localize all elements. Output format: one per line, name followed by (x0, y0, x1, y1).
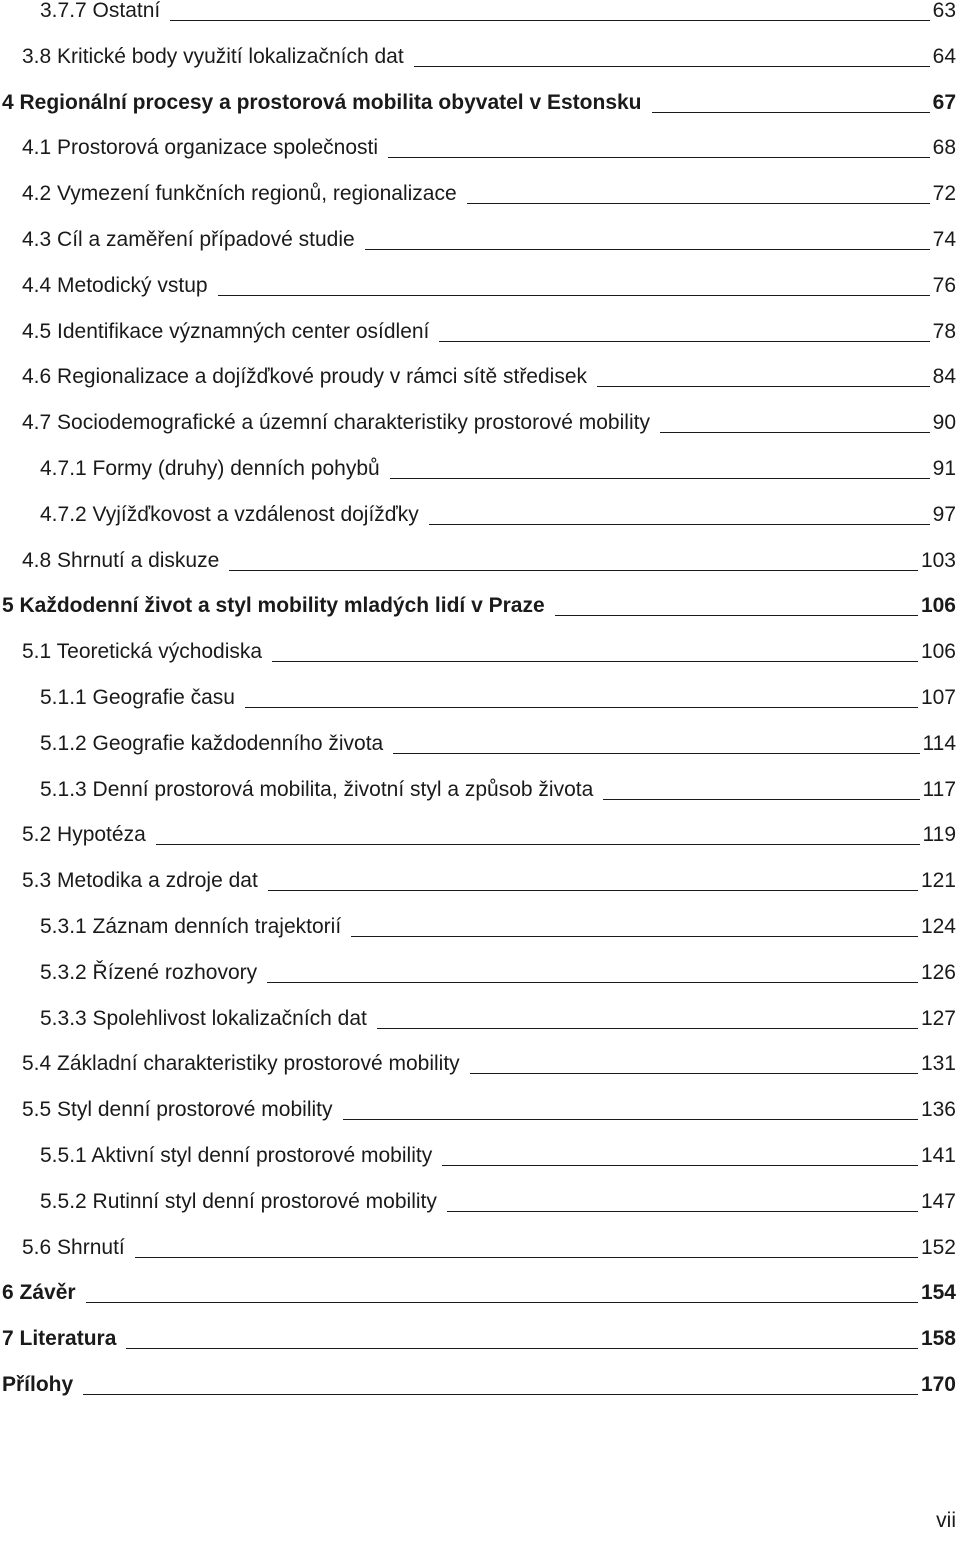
toc-entry-page: 119 (922, 823, 956, 847)
toc-entry-page: 63 (932, 0, 956, 22)
toc-entry-title: 5.3.3 Spolehlivost lokalizačních dat (40, 1006, 367, 1030)
toc-leader-line (429, 523, 930, 525)
toc-leader-line (170, 19, 929, 21)
toc-entry-title: 4.7.2 Vyjížďkovost a vzdálenost dojížďky (40, 502, 419, 526)
toc-entry-page: 78 (932, 319, 956, 343)
toc-entry-page: 126 (920, 960, 956, 984)
toc-entry-title: 5.6 Shrnutí (22, 1235, 125, 1259)
toc-entry-page: 152 (920, 1235, 956, 1259)
toc-leader-line (267, 981, 918, 983)
toc-entry-page: 103 (920, 548, 956, 572)
toc-entry-page: 107 (920, 686, 956, 709)
toc-entry-page: 64 (932, 44, 956, 68)
toc-leader-line (377, 1027, 918, 1029)
toc-entry-title: 5.2 Hypotéza (22, 823, 146, 847)
toc-leader-line (439, 340, 929, 342)
toc-entry-title: 4.7.1 Formy (druhy) denních pohybů (40, 457, 380, 480)
toc-entry-title: 5.1.3 Denní prostorová mobilita, životní styl a způsob života (40, 777, 594, 801)
toc-entry[interactable] (0, 814, 956, 848)
toc-entry[interactable] (0, 1181, 956, 1215)
toc-entry-page: 67 (932, 90, 956, 114)
toc-entry-page: 136 (920, 1098, 956, 1122)
toc-entry-title: 5.1.1 Geografie času (40, 686, 235, 709)
toc-leader-line (365, 248, 930, 250)
toc-leader-line (447, 1210, 918, 1212)
toc-entry-page: 76 (932, 273, 956, 297)
toc-entry-title: 5.3.2 Řízené rozhovory (40, 960, 258, 984)
toc-entry[interactable] (0, 219, 956, 253)
toc-entry[interactable] (0, 173, 956, 207)
toc-leader-line (393, 752, 919, 754)
toc-entry[interactable] (0, 631, 956, 665)
toc-entry-title: 5 Každodenní život a styl mobility mladých lidí v Praze (2, 594, 545, 618)
toc-entry[interactable] (0, 769, 956, 803)
toc-entry-title: 5.3 Metodika a zdroje dat (22, 869, 258, 893)
toc-entry[interactable] (0, 585, 956, 619)
toc-leader-line (467, 202, 930, 204)
toc-leader-line (268, 889, 918, 891)
toc-leader-line (86, 1301, 918, 1303)
toc-entry-title: 4.7 Sociodemografické a územní charakteristiky prostorové mobility (22, 411, 650, 435)
toc-leader-line (603, 798, 919, 800)
toc-entry[interactable] (0, 311, 956, 345)
toc-entry-page: 91 (932, 457, 956, 480)
toc-leader-line (135, 1256, 918, 1258)
toc-entry-page: 127 (920, 1006, 956, 1030)
toc-entry-page: 68 (932, 136, 956, 160)
toc-entry-title: 5.4 Základní charakteristiky prostorové mobility (22, 1052, 460, 1076)
toc-entry-page: 97 (932, 502, 956, 526)
toc-entry-title: 6 Závěr (2, 1281, 76, 1305)
toc-entry-page: 147 (920, 1189, 956, 1213)
toc-entry-title: 3.7.7 Ostatní (40, 0, 161, 22)
toc-entry-title: 5.3.1 Záznam denních trajektorií (40, 915, 342, 938)
toc-entry-page: 124 (920, 915, 956, 938)
toc-entry-title: 4 Regionální procesy a prostorová mobilita obyvatel v Estonsku (2, 90, 642, 114)
toc-entry-title: 4.5 Identifikace významných center osídlení (22, 319, 430, 343)
toc-entry[interactable] (0, 1227, 956, 1261)
toc-entry[interactable] (0, 1318, 956, 1352)
toc-leader-line (652, 111, 930, 113)
toc-entry[interactable] (0, 82, 956, 116)
toc-entry[interactable] (0, 1043, 956, 1077)
toc-entry[interactable] (0, 36, 956, 70)
toc-entry-page: 90 (932, 411, 956, 435)
toc-leader-line (442, 1164, 918, 1166)
toc-entry-title: 4.2 Vymezení funkčních regionů, regionalizace (22, 182, 457, 206)
toc-leader-line (156, 843, 920, 845)
toc-entry-title: 5.1.2 Geografie každodenního života (40, 731, 384, 755)
toc-entry-page: 170 (920, 1373, 956, 1396)
toc-entry[interactable] (0, 677, 956, 711)
toc-leader-line (245, 706, 918, 708)
toc-entry[interactable] (0, 952, 956, 986)
toc-entry[interactable] (0, 265, 956, 299)
toc-entry[interactable] (0, 448, 956, 482)
toc-entry-title: Přílohy (2, 1373, 74, 1396)
toc-entry-title: 4.8 Shrnutí a diskuze (22, 548, 220, 572)
toc-entry-page: 158 (920, 1327, 956, 1351)
toc-entry-title: 4.3 Cíl a zaměření případové studie (22, 228, 355, 251)
toc-leader-line (470, 1072, 918, 1074)
toc-entry[interactable] (0, 1364, 956, 1398)
toc-leader-line (229, 569, 918, 571)
toc-entry[interactable] (0, 0, 956, 24)
toc-entry[interactable] (0, 494, 956, 528)
toc-entry-title: 5.5 Styl denní prostorové mobility (22, 1098, 333, 1122)
toc-leader-line (597, 385, 930, 387)
toc-leader-line (555, 614, 918, 616)
toc-entry[interactable] (0, 356, 956, 390)
toc-entry[interactable] (0, 1272, 956, 1306)
toc-entry-title: 5.5.1 Aktivní styl denní prostorové mobility (40, 1144, 433, 1167)
toc-entry-title: 3.8 Kritické body využití lokalizačních dat (22, 44, 404, 68)
toc-leader-line (414, 65, 930, 67)
toc-entry-page: 121 (920, 869, 956, 893)
toc-leader-line (218, 294, 930, 296)
toc-entry-page: 141 (920, 1144, 956, 1167)
toc-entry-page: 154 (920, 1281, 956, 1305)
toc-leader-line (83, 1393, 918, 1395)
toc-entry[interactable] (0, 906, 956, 940)
toc-entry-page: 131 (920, 1052, 956, 1076)
toc-leader-line (351, 935, 918, 937)
toc-entry[interactable] (0, 998, 956, 1032)
toc-entry-title: 5.5.2 Rutinní styl denní prostorové mobility (40, 1189, 437, 1213)
toc-entry[interactable] (0, 540, 956, 574)
toc-leader-line (390, 477, 930, 479)
toc-entry-page: 72 (932, 182, 956, 206)
toc-entry-page: 84 (932, 365, 956, 389)
toc-entry[interactable] (0, 723, 956, 757)
toc-leader-line (660, 431, 930, 433)
toc-entry-title: 4.6 Regionalizace a dojížďkové proudy v rámci sítě středisek (22, 365, 588, 389)
toc-leader-line (272, 660, 918, 662)
toc-entry[interactable] (0, 860, 956, 894)
toc-entry-title: 7 Literatura (2, 1327, 117, 1351)
toc-entry-page: 106 (920, 640, 956, 664)
toc-entry[interactable] (0, 1135, 956, 1169)
toc-entry[interactable] (0, 402, 956, 436)
toc-entry-page: 106 (920, 594, 956, 618)
toc-leader-line (126, 1347, 918, 1349)
toc-entry[interactable] (0, 127, 956, 161)
page-number: vii (936, 1509, 956, 1532)
toc-entry-page: 114 (922, 731, 956, 755)
toc-entry-page: 117 (922, 777, 956, 801)
toc-entry[interactable] (0, 1089, 956, 1123)
toc-leader-line (388, 156, 930, 158)
toc-entry-title: 5.1 Teoretická východiska (22, 640, 263, 664)
toc-entry-title: 4.4 Metodický vstup (22, 273, 208, 297)
toc-leader-line (343, 1118, 918, 1120)
toc-entry-page: 74 (932, 228, 956, 251)
toc-entry-title: 4.1 Prostorová organizace společnosti (22, 136, 379, 160)
